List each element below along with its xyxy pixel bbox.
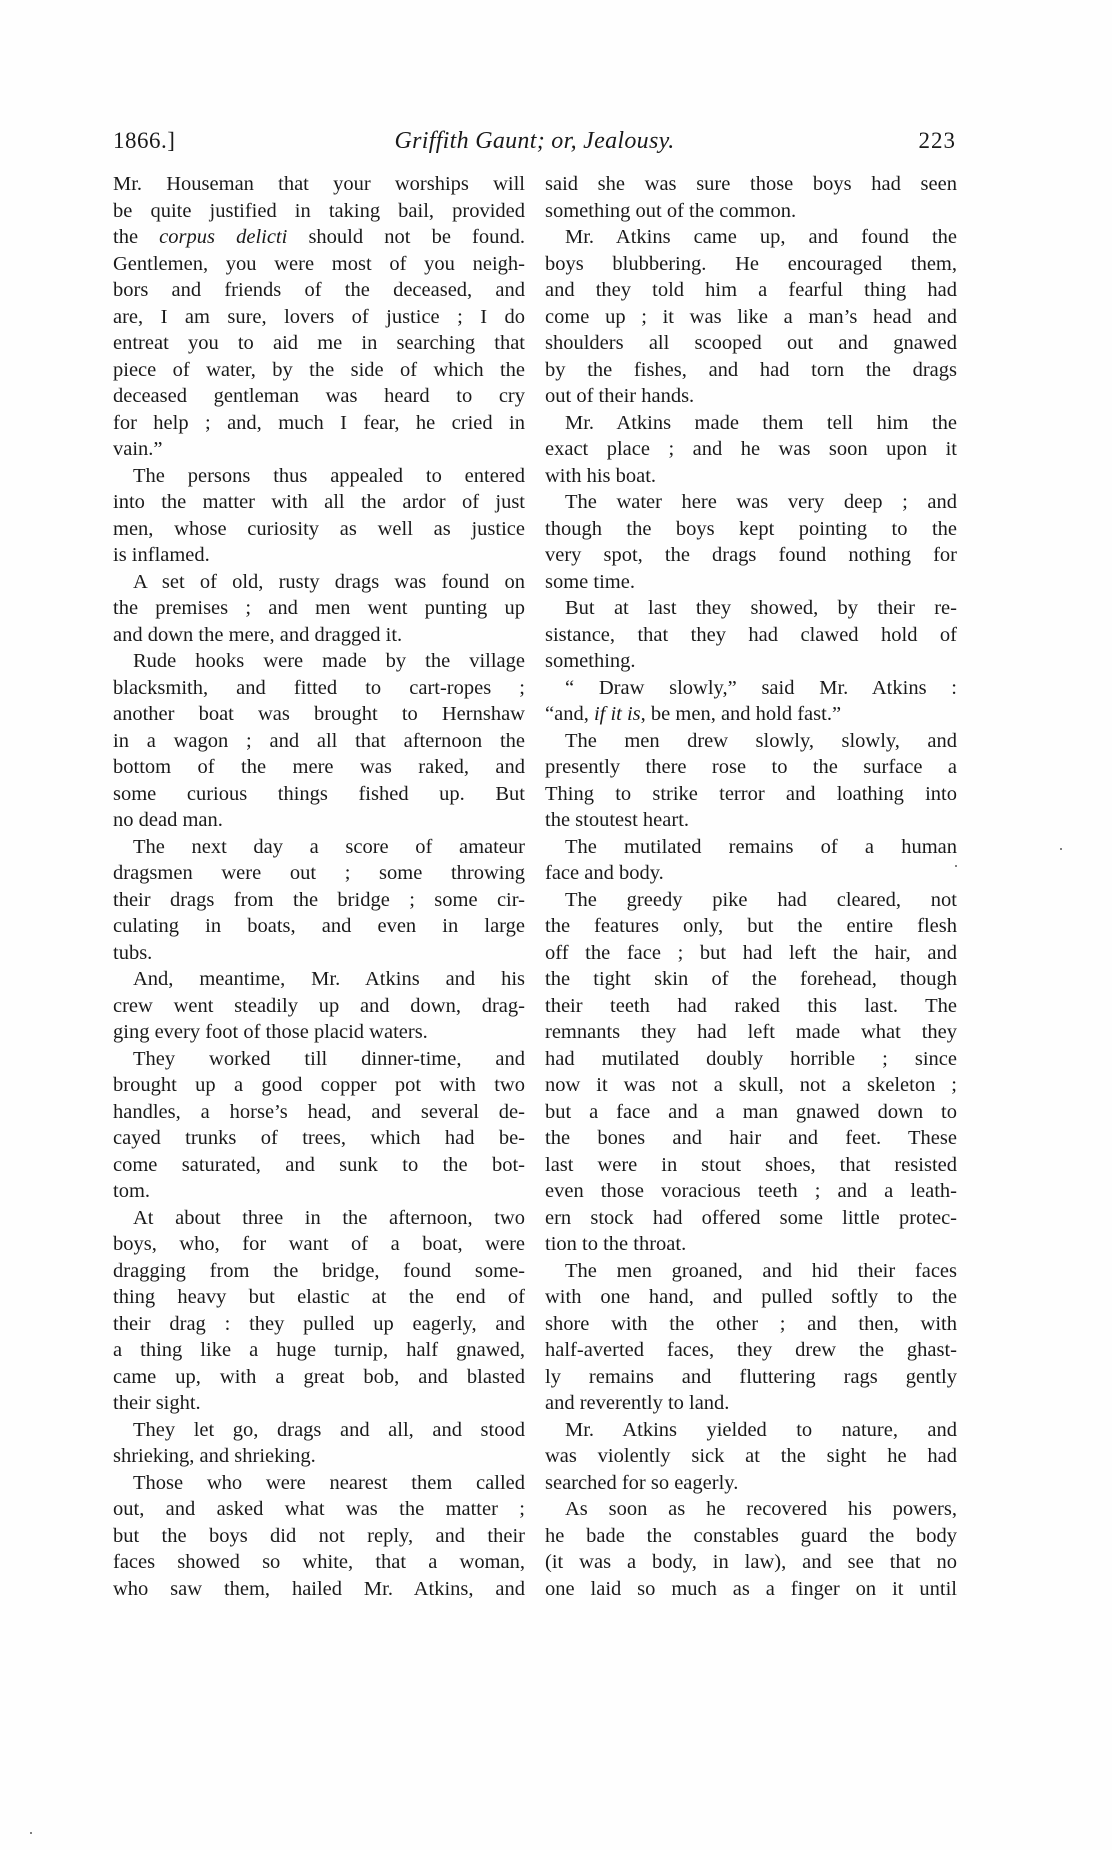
text-line: They worked till dinner-time, and xyxy=(133,1047,525,1070)
text-line: culating in boats, and even in large xyxy=(113,915,525,937)
italic-phrase: corpus delicti xyxy=(159,226,288,248)
text-line: At about three in the afternoon, two xyxy=(133,1206,525,1229)
text-line: are, I am sure, lovers of justice ; I do xyxy=(113,305,525,328)
scan-speck xyxy=(1060,848,1062,850)
text-line: dragging from the bridge, found some- xyxy=(113,1259,525,1282)
text-line: “ Draw slowly,” said Mr. Atkins : xyxy=(565,676,957,699)
text-line: searched for so eagerly. xyxy=(545,1471,739,1494)
text-line: a thing like a huge turnip, half gnawed, xyxy=(113,1339,525,1361)
text-line: shoulders all scooped out and gnawed xyxy=(545,332,957,354)
text-line: but a face and a man gnawed down to xyxy=(545,1100,957,1123)
text-line: faces showed so white, that a woman, xyxy=(113,1551,525,1573)
text-line: their drag : they pulled up eagerly, and xyxy=(113,1312,525,1335)
text-line: with his boat. xyxy=(545,464,657,487)
text-line: sistance, that they had clawed hold of xyxy=(545,623,957,646)
text-line: blacksmith, and fitted to cart-ropes ; xyxy=(113,676,525,699)
text-line: had mutilated doubly horrible ; since xyxy=(545,1047,957,1070)
text-line: ging every foot of those placid waters. xyxy=(113,1021,428,1043)
text-line: Mr. Atkins made them tell him the xyxy=(565,411,957,434)
text-segment: , be men, and hold fast.” xyxy=(640,703,842,725)
text-line: their drags from the bridge ; some cir- xyxy=(113,888,525,911)
text-line: exact place ; and he was soon upon it xyxy=(545,438,957,460)
text-line: dragsmen were out ; some throwing xyxy=(113,862,525,884)
text-line xyxy=(113,224,525,251)
text-line: The men groaned, and hid their faces xyxy=(565,1259,957,1282)
text-line: ly remains and fluttering rags gently xyxy=(545,1365,957,1388)
text-line: in a wagon ; and all that afternoon the xyxy=(113,729,525,752)
text-line: Gentlemen, you were most of you neigh- xyxy=(113,252,525,275)
text-line: tom. xyxy=(113,1180,151,1202)
text-line: said she was sure those boys had seen xyxy=(545,173,957,195)
text-line: into the matter with all the ardor of just xyxy=(113,491,525,513)
text-line: the premises ; and men went punting up xyxy=(113,597,525,619)
text-line: very spot, the drags found nothing for xyxy=(545,544,957,566)
text-line: The next day a score of amateur xyxy=(133,835,525,858)
text-line: piece of water, by the side of which the xyxy=(113,358,525,381)
text-line: Mr. Houseman that your worships will xyxy=(113,173,525,195)
text-line: their sight. xyxy=(113,1392,201,1414)
text-line: The greedy pike had cleared, not xyxy=(565,888,957,911)
text-line: tubs. xyxy=(113,941,153,964)
text-line: vain.” xyxy=(113,438,163,460)
text-line: shrieking, and shrieking. xyxy=(113,1445,316,1467)
text-line: But at last they showed, by their re- xyxy=(565,597,957,619)
text-line: but the boys did not reply, and their xyxy=(113,1524,525,1547)
text-line: the features only, but the entire flesh xyxy=(545,915,957,937)
italic-phrase: if it is xyxy=(593,703,641,725)
text-line: ern stock had offered some little protec- xyxy=(545,1206,957,1229)
text-line: presently there rose to the surface a xyxy=(545,756,957,778)
text-line: Rude hooks were made by the village xyxy=(133,650,525,672)
text-line: by the fishes, and had torn the drags xyxy=(545,358,957,381)
text-line: tion to the throat. xyxy=(545,1233,687,1255)
text-line: and they told him a fearful thing had xyxy=(545,279,957,301)
text-line: the stoutest heart. xyxy=(545,809,690,831)
text-line: and down the mere, and dragged it. xyxy=(113,623,403,646)
text-line: face and body. xyxy=(545,862,664,884)
text-line: the bones and hair and feet. These xyxy=(545,1127,957,1149)
text-line: be quite justified in taking bail, provided xyxy=(113,199,525,222)
text-line: one laid so much as a finger on it until xyxy=(545,1577,957,1600)
text-line: The water here was very deep ; and xyxy=(565,491,957,513)
text-line: the tight skin of the forehead, though xyxy=(545,968,957,990)
text-line: thing heavy but elastic at the end of xyxy=(113,1286,525,1308)
text-segment: the xyxy=(113,226,160,248)
text-line: with one hand, and pulled softly to the xyxy=(545,1286,957,1308)
text-line: half-averted faces, they drew the ghast- xyxy=(545,1339,957,1361)
text-line: came up, with a great bob, and blasted xyxy=(113,1365,525,1388)
text-line: out, and asked what was the matter ; xyxy=(113,1498,525,1520)
text-line: Thing to strike terror and loathing into xyxy=(545,782,957,805)
running-head-year: 1866.] xyxy=(113,128,176,153)
running-head-title: Griffith Gaunt; or, Jealousy. xyxy=(394,128,675,154)
text-line: and reverently to land. xyxy=(545,1392,730,1414)
text-line: men, whose curiosity as well as justice xyxy=(113,517,525,540)
text-line: boys blubbering. He encouraged them, xyxy=(545,252,957,275)
text-line: now it was not a skull, not a skeleton ; xyxy=(545,1074,957,1096)
text-line: for help ; and, much I fear, he cried in xyxy=(113,411,525,434)
text-line: another boat was brought to Hernshaw xyxy=(113,703,525,725)
text-line: last were in stout shoes, that resisted xyxy=(545,1153,957,1176)
text-line: As soon as he recovered his powers, xyxy=(565,1498,957,1520)
text-line: The men drew slowly, slowly, and xyxy=(565,729,957,752)
text-line: entreat you to aid me in searching that xyxy=(113,332,525,354)
text-segment: should not be found. xyxy=(287,226,525,248)
text-line: he bade the constables guard the body xyxy=(545,1524,957,1547)
text-line: come up ; it was like a man’s head and xyxy=(545,305,957,328)
text-line: something out of the common. xyxy=(545,199,797,222)
running-head xyxy=(113,128,956,158)
text-line: is inflamed. xyxy=(113,544,210,566)
text-segment: “and, xyxy=(545,703,594,725)
text-line: remnants they had left made what they xyxy=(545,1021,957,1043)
text-line: something. xyxy=(545,650,636,672)
text-column-right xyxy=(545,171,957,1602)
text-line: shore with the other ; and then, with xyxy=(545,1312,957,1335)
text-line: some time. xyxy=(545,570,635,593)
text-line: cayed trunks of trees, which had be- xyxy=(113,1127,525,1149)
scan-speck xyxy=(30,1832,32,1834)
text-line: out of their hands. xyxy=(545,385,695,407)
text-line: off the face ; but had left the hair, and xyxy=(545,941,957,964)
text-line: some curious things fished up. But xyxy=(113,782,525,805)
text-column-left xyxy=(113,171,525,1602)
text-line: even those voracious teeth ; and a leath- xyxy=(545,1180,957,1202)
text-line: The mutilated remains of a human xyxy=(565,835,957,858)
text-line: And, meantime, Mr. Atkins and his xyxy=(133,968,525,990)
text-line: deceased gentleman was heard to cry xyxy=(113,385,525,407)
text-line: handles, a horse’s head, and several de- xyxy=(113,1100,525,1123)
text-line: no dead man. xyxy=(113,809,223,831)
text-line: Those who were nearest them called xyxy=(133,1471,525,1494)
text-line: They let go, drags and all, and stood xyxy=(133,1418,525,1441)
text-line: crew went steadily up and down, drag- xyxy=(113,994,525,1017)
scan-speck xyxy=(955,865,957,867)
text-line: (it was a body, in law), and see that no xyxy=(545,1551,957,1573)
text-line: A set of old, rusty drags was found on xyxy=(133,570,525,593)
text-line: brought up a good copper pot with two xyxy=(113,1074,525,1096)
text-line: who saw them, hailed Mr. Atkins, and xyxy=(113,1577,525,1600)
text-line: Mr. Atkins yielded to nature, and xyxy=(565,1418,957,1441)
text-line: their teeth had raked this last. The xyxy=(545,994,957,1017)
text-line xyxy=(545,701,957,728)
page-number: 223 xyxy=(918,128,956,153)
text-line: Mr. Atkins came up, and found the xyxy=(565,226,957,248)
text-line: bottom of the mere was raked, and xyxy=(113,756,525,778)
text-line: The persons thus appealed to entered xyxy=(133,464,525,487)
text-line: was violently sick at the sight he had xyxy=(545,1445,957,1467)
text-line: though the boys kept pointing to the xyxy=(545,517,957,540)
text-line: come saturated, and sunk to the bot- xyxy=(113,1153,525,1176)
text-line: boys, who, for want of a boat, were xyxy=(113,1233,525,1255)
text-line: bors and friends of the deceased, and xyxy=(113,279,525,301)
